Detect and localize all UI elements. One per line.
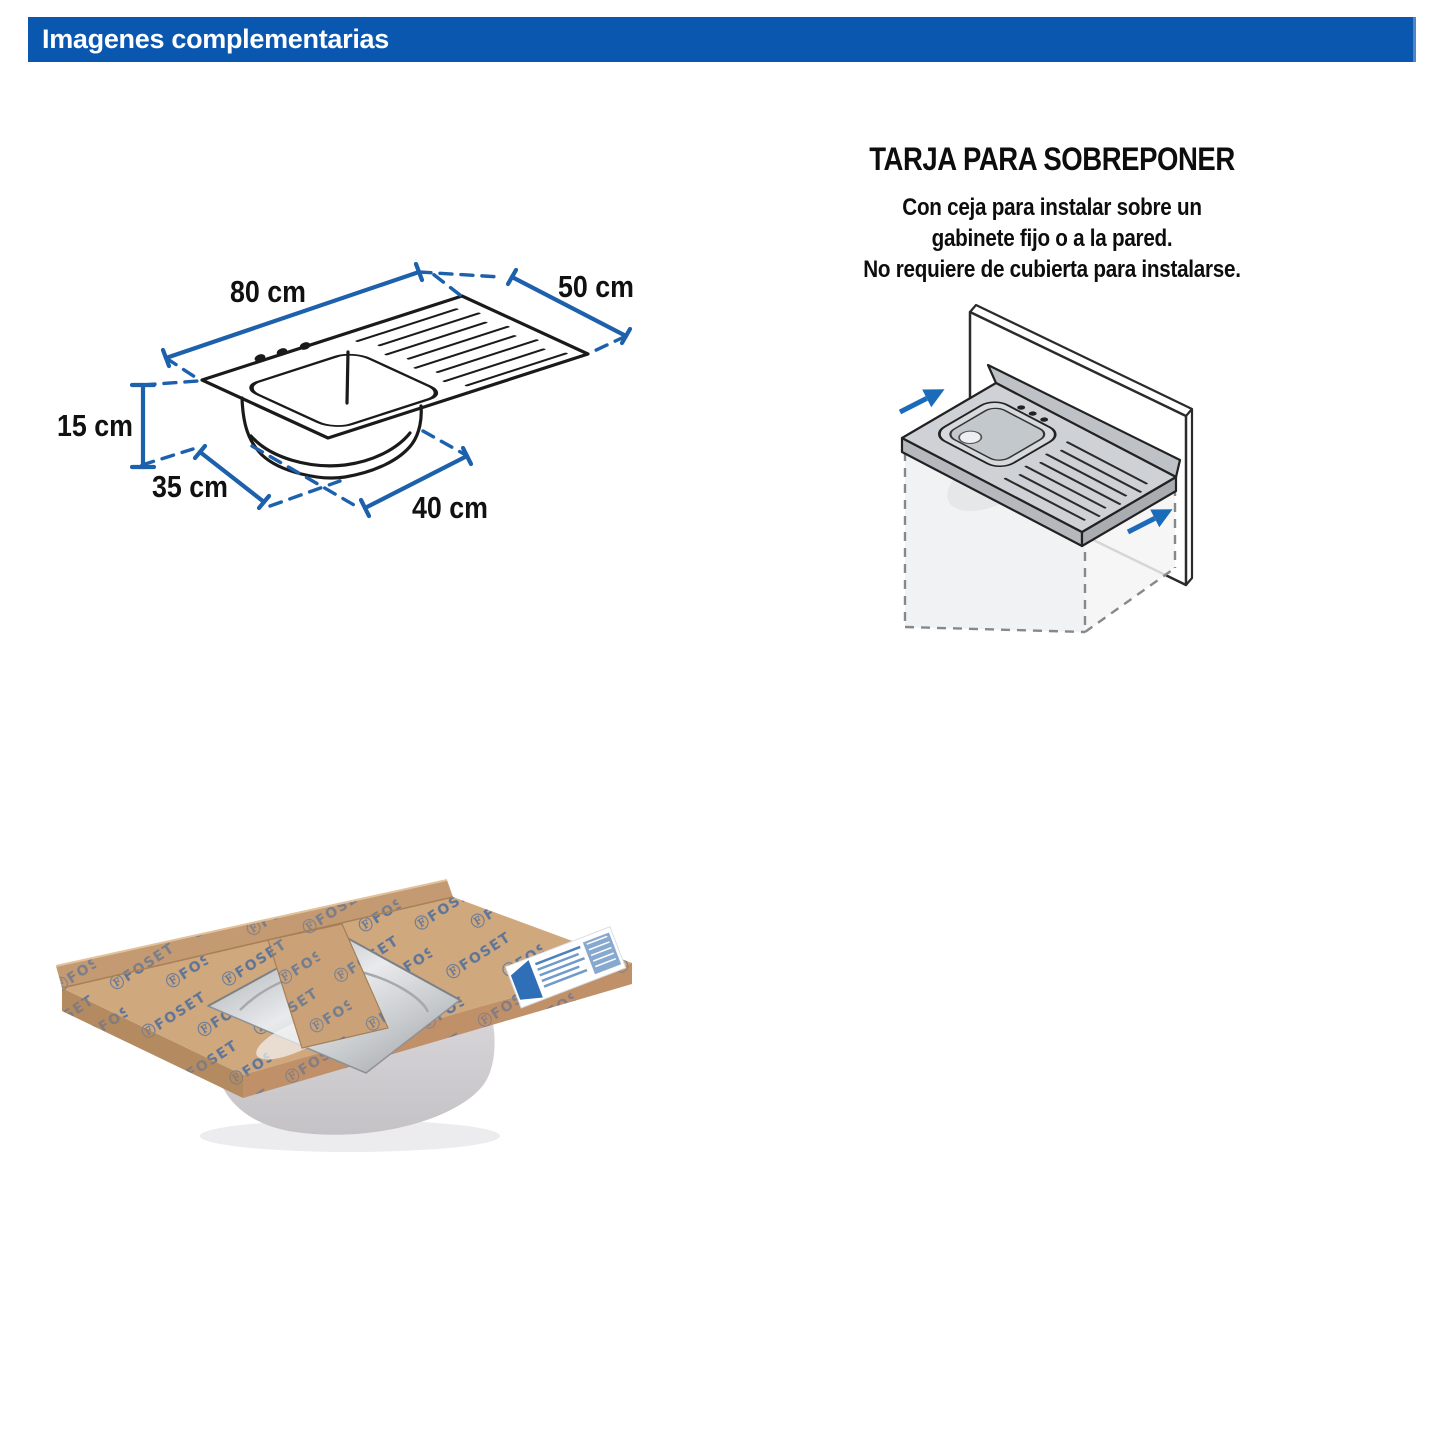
sink-dimensions-diagram (30, 240, 690, 560)
dim-label-80: 80 cm (230, 274, 306, 309)
dim-label-40: 40 cm (412, 490, 488, 525)
faucet-holes (254, 341, 312, 363)
sink-basin-rim (242, 351, 446, 430)
dim-label-50: 50 cm (558, 269, 634, 304)
basin-center-mark (347, 352, 348, 403)
instruction-title: TARJA PARA SOBREPONER (869, 141, 1235, 177)
sink-counter-outline (202, 296, 588, 438)
instruction-text: Con ceja para instalar sobre un gabinete fijo o a la pared. No requiere de cubierta para instalarse. (863, 194, 1241, 283)
sink-drainboard-ribs (231, 307, 568, 430)
instruction-panel (850, 141, 1254, 285)
dim-label-35: 35 cm (152, 469, 228, 504)
dim-label-15: 15 cm (57, 408, 133, 443)
section-title: Imagenes complementarias (42, 24, 389, 54)
installation-diagram (850, 280, 1270, 680)
section-header (28, 17, 1416, 62)
package-photo (40, 880, 660, 1180)
